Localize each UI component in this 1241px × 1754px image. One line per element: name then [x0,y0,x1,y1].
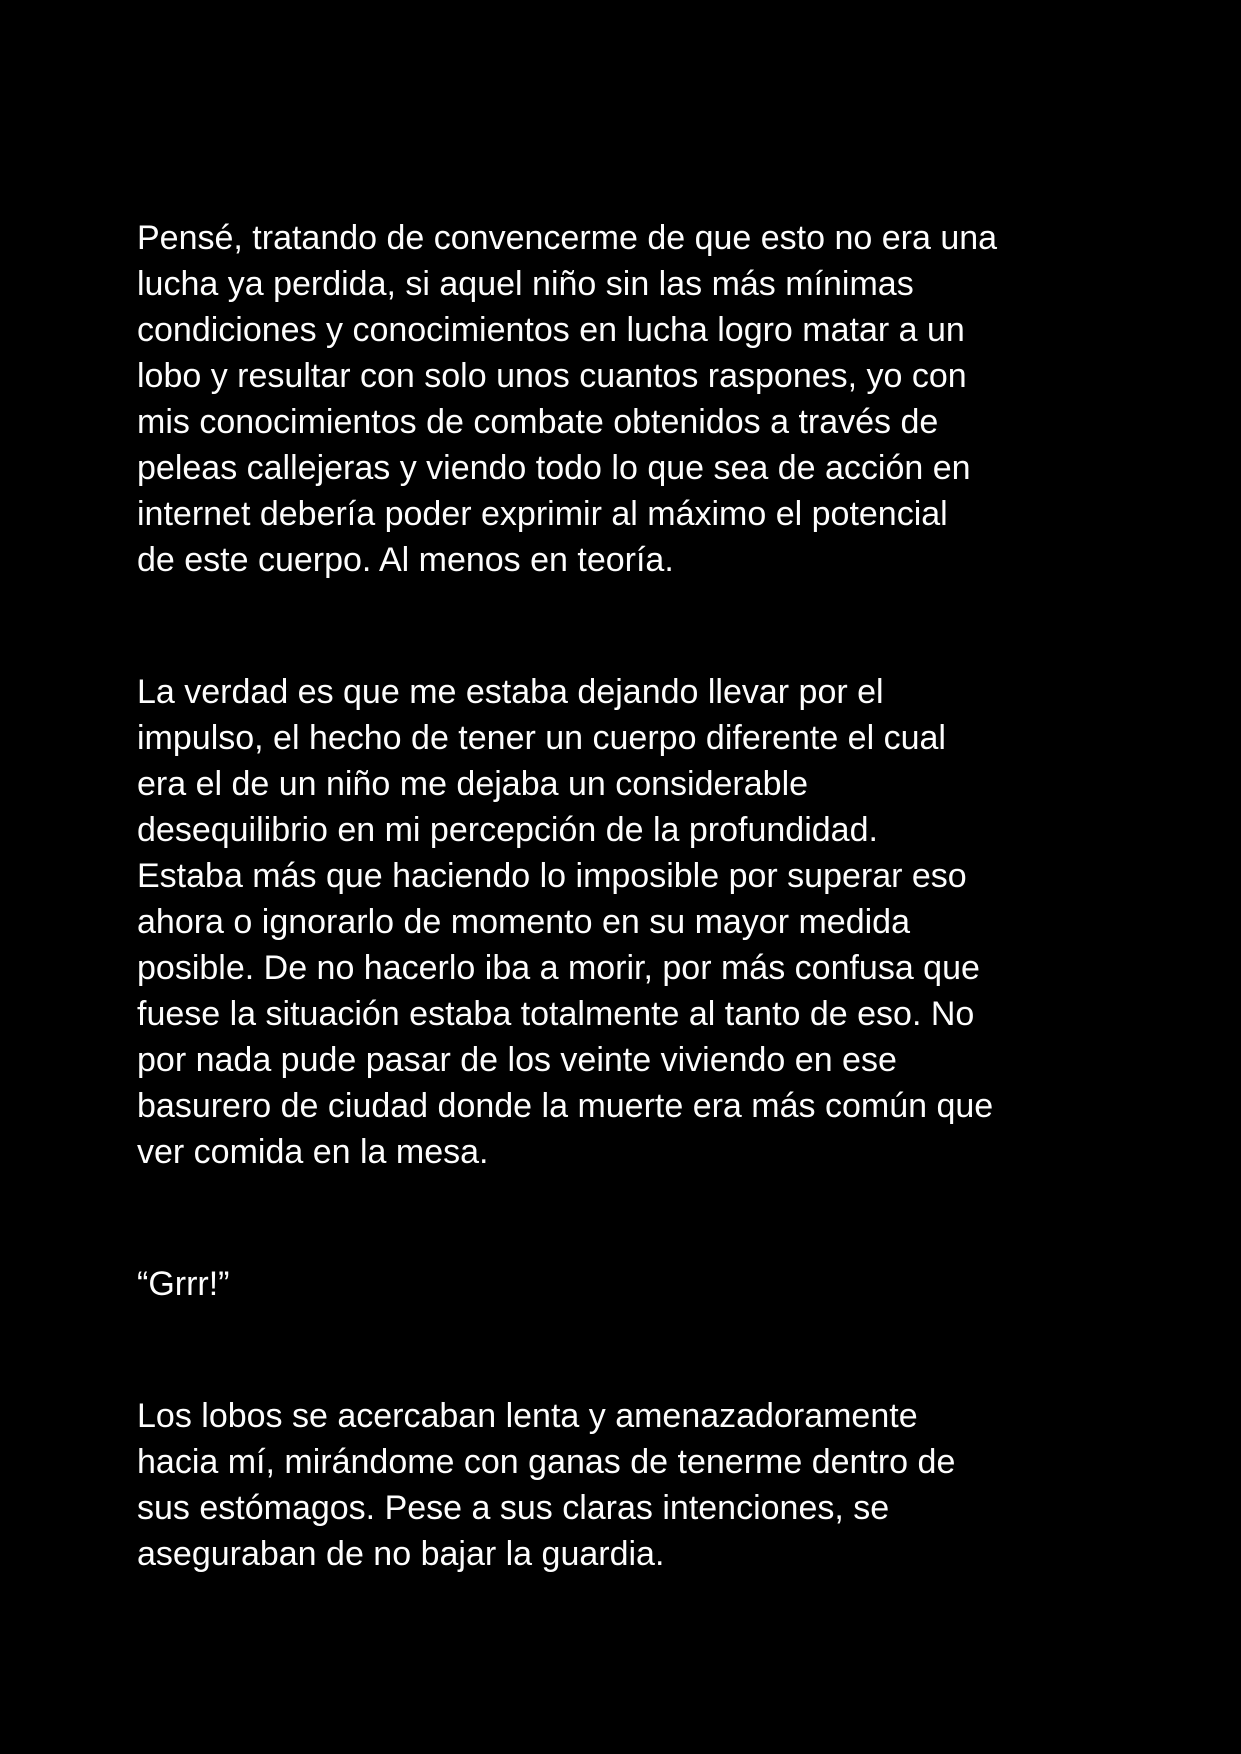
text-line: desequilibrio en mi percepción de la profundidad. [137,811,878,849]
text-line: aseguraban de no bajar la guardia. [137,1535,665,1573]
text-line: hacia mí, mirándome con ganas de tenerme dentro de [137,1443,956,1481]
text-line: sus estómagos. Pese a sus claras intenciones, se [137,1489,890,1527]
text-line: Los lobos se acercaban lenta y amenazadoramente [137,1397,918,1435]
text-line: por nada pude pasar de los veinte viviendo en ese [137,1041,897,1079]
text-line: mis conocimientos de combate obtenidos a través de [137,403,939,441]
text-line: posible. De no hacerlo iba a morir, por más confusa que [137,949,980,987]
text-line: Pensé, tratando de convencerme de que esto no era una [137,219,998,257]
text-line: basurero de ciudad donde la muerte era más común que [137,1087,994,1125]
text-line: lobo y resultar con solo unos cuantos raspones, yo con [137,357,967,395]
text-line: fuese la situación estaba totalmente al tanto de eso. No [137,995,975,1033]
text-line: internet debería poder exprimir al máximo el potencial [137,495,948,533]
text-line: condiciones y conocimientos en lucha logro matar a un [137,311,965,349]
text-line: “Grrr!” [137,1265,230,1303]
text-line: ahora o ignorarlo de momento en su mayor medida [137,903,910,941]
text-line: peleas callejeras y viendo todo lo que sea de acción en [137,449,971,487]
text-line: ver comida en la mesa. [137,1133,489,1171]
paragraph [137,669,1111,1175]
text-line: La verdad es que me estaba dejando llevar por el [137,673,884,711]
paragraph [137,215,1111,583]
paragraph [137,1393,1111,1577]
text-line: era el de un niño me dejaba un considerable [137,765,809,803]
text-line: impulso, el hecho de tener un cuerpo diferente el cual [137,719,946,757]
text-line: de este cuerpo. Al menos en teoría. [137,541,674,579]
text-line: Estaba más que haciendo lo imposible por superar eso [137,857,967,895]
text-line: lucha ya perdida, si aquel niño sin las más mínimas [137,265,914,303]
paragraph [137,1261,1111,1307]
